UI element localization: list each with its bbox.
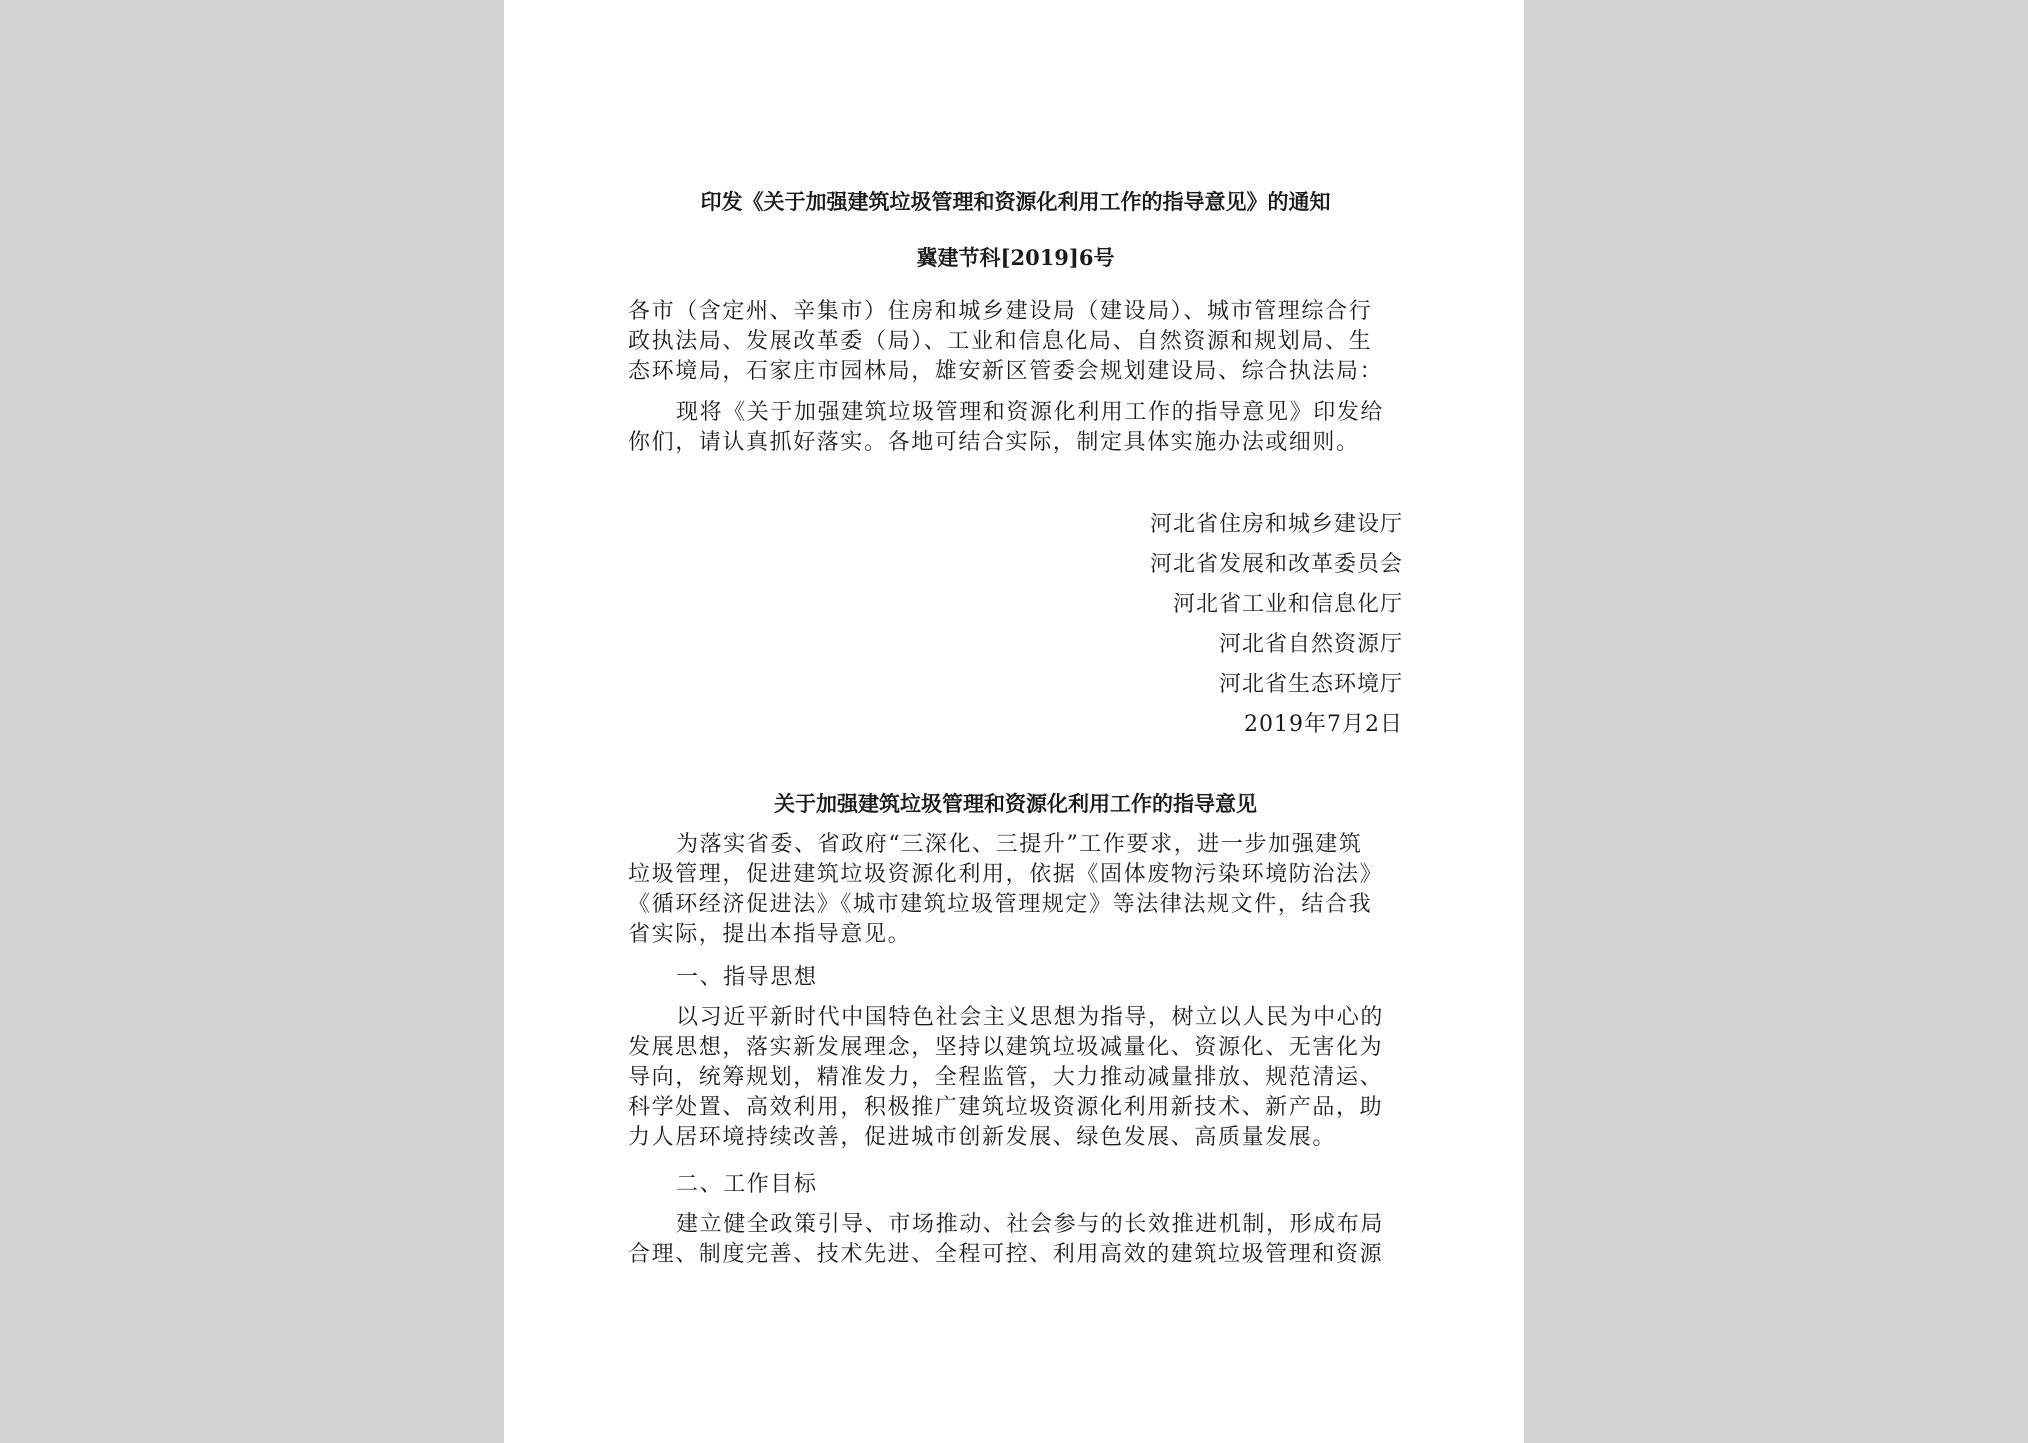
section1-line: 发展思想，落实新发展理念，坚持以建筑垃圾减量化、资源化、无害化为 [628, 1035, 1384, 1060]
section2-paragraph [628, 1210, 1403, 1270]
section2-line: 建立健全政策引导、市场推动、社会参与的长效推进机制，形成布局 [676, 1212, 1385, 1237]
intro-line: 垃圾管理，促进建筑垃圾资源化利用，依据《固体废物污染环境防治法》 [628, 862, 1384, 887]
opinion-title: 关于加强建筑垃圾管理和资源化利用工作的指导意见 [774, 791, 1257, 816]
intro-paragraph [628, 830, 1403, 950]
recipients-paragraph [628, 297, 1403, 387]
intro-line: 《循环经济促进法》《城市建筑垃圾管理规定》等法律法规文件，结合我 [628, 892, 1373, 917]
section1-paragraph [628, 1003, 1403, 1153]
document-page [504, 0, 1524, 1443]
signature-org: 河北省发展和改革委员会 [1149, 552, 1403, 577]
section1-line: 导向，统筹规划，精准发力，全程监管，大力推动减量排放、规范清运、 [628, 1065, 1384, 1090]
signature-org: 河北省生态环境厅 [1218, 672, 1403, 697]
signature-org: 河北省工业和信息化厅 [1172, 592, 1403, 617]
signature-date: 2019年7月2日 [1244, 712, 1403, 737]
section1-line: 科学处置、高效利用，积极推广建筑垃圾资源化利用新技术、新产品，助 [628, 1095, 1384, 1120]
section1-line: 力人居环境持续改善，促进城市创新发展、绿色发展、高质量发展。 [628, 1125, 1337, 1150]
notice-paragraph [628, 398, 1403, 458]
notice-title: 印发《关于加强建筑垃圾管理和资源化利用工作的指导意见》的通知 [700, 189, 1331, 214]
section-heading-guiding-ideology: 一、指导思想 [676, 965, 818, 990]
recipients-line: 态环境局，石家庄市园林局，雄安新区管委会规划建设局、综合执法局： [628, 359, 1384, 384]
signature-org: 河北省住房和城乡建设厅 [1149, 512, 1403, 537]
intro-line: 省实际，提出本指导意见。 [628, 922, 912, 947]
notice-line: 现将《关于加强建筑垃圾管理和资源化利用工作的指导意见》印发给 [676, 400, 1385, 425]
intro-line: 为落实省委、省政府“三深化、三提升”工作要求，进一步加强建筑 [676, 832, 1363, 857]
document-number: 冀建节科[2019]6号 [916, 245, 1115, 270]
section1-line: 以习近平新时代中国特色社会主义思想为指导，树立以人民为中心的 [676, 1005, 1385, 1030]
section2-line: 合理、制度完善、技术先进、全程可控、利用高效的建筑垃圾管理和资源 [628, 1242, 1384, 1267]
signature-org: 河北省自然资源厅 [1218, 632, 1403, 657]
signature-block [628, 505, 1403, 745]
recipients-line: 各市（含定州、辛集市）住房和城乡建设局（建设局）、城市管理综合行 [628, 299, 1373, 324]
recipients-line: 政执法局、发展改革委（局）、工业和信息化局、自然资源和规划局、生 [628, 329, 1373, 354]
notice-line: 你们，请认真抓好落实。各地可结合实际，制定具体实施办法或细则。 [628, 430, 1360, 455]
section-heading-work-goals: 二、工作目标 [676, 1172, 818, 1197]
